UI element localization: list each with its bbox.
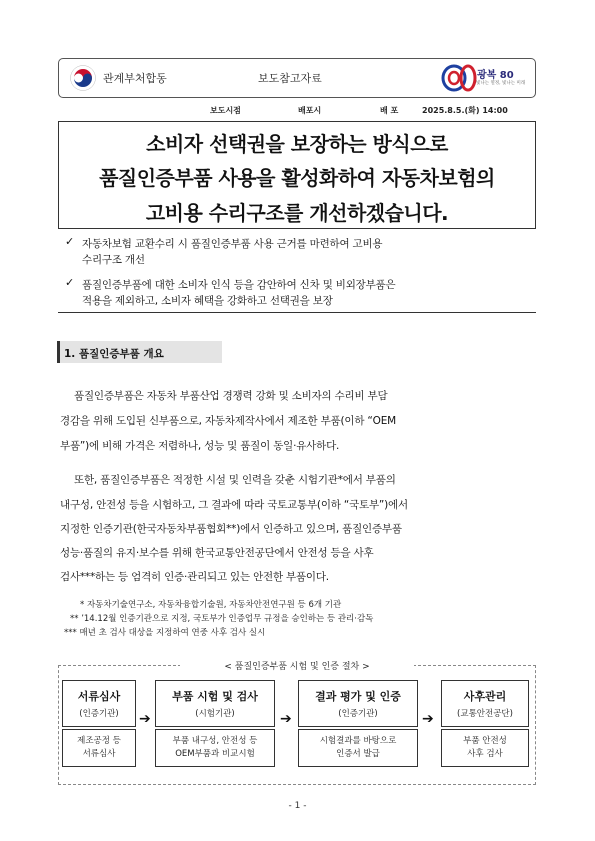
- government-emblem-icon: [70, 65, 96, 91]
- arrow-right-icon: ➔: [139, 711, 151, 727]
- step-1-desc-line-1: 제조공정 등: [77, 736, 121, 746]
- step-3-desc-line-2: 인증서 발급: [336, 749, 380, 759]
- para2-line-5: 검사***하는 등 엄격히 인증·관리되고 있는 안전한 부품이다.: [60, 571, 329, 583]
- step-3-name: 결과 평가 및 인증: [315, 690, 401, 703]
- step-2-header: [155, 680, 275, 727]
- step-2-org: (시험기관): [195, 709, 235, 719]
- step-2-name: 부품 시험 및 검사: [172, 690, 258, 703]
- para2-line-3: 지정한 인증기관(한국자동차부품협회**)에서 인증하고 있으며, 품질인증부품: [60, 523, 402, 535]
- footnote-3: *** 매년 초 검사 대상을 지정하여 연중 사후 검사 실시: [64, 628, 266, 638]
- org-name: 관계부처합동: [103, 72, 167, 85]
- step-4-desc-line-1: 부품 안전성: [463, 736, 507, 746]
- para1-line-2: 경감을 위해 도입된 신부품으로, 자동차제작사에서 제조한 부품(이하 “OEM: [60, 415, 396, 427]
- embargo-label: 보도시점: [210, 106, 241, 115]
- section-title: 1. 품질인증부품 개요: [64, 348, 164, 360]
- page-number: - 1 -: [288, 801, 307, 811]
- step-1-name: 서류심사: [77, 690, 121, 703]
- step-4-org: (교통안전공단): [457, 709, 513, 719]
- step-1-description: [62, 729, 136, 767]
- para2-line-1: 또한, 품질인증부품은 적정한 시설 및 인력을 갖춘 시험기관*에서 부품의: [74, 474, 396, 486]
- step-2-desc-line-1: 부품 내구성, 안전성 등: [172, 736, 258, 746]
- step-1-org: (인증기관): [79, 709, 119, 719]
- summary-2-line-2: 적용을 제외하고, 소비자 혜택을 강화하고 선택권을 보장: [82, 295, 333, 307]
- check-mark-icon: ✓: [65, 235, 75, 248]
- doc-type: 보도참고자료: [258, 72, 322, 85]
- step-4-description: [441, 729, 529, 767]
- summary-1-line-1: 자동차보험 교환수리 시 품질인증부품 사용 근거를 마련하여 고비용: [82, 238, 383, 250]
- step-2-description: [155, 729, 275, 767]
- para2-line-4: 성능·품질의 유지·보수를 위해 한국교통안전공단에서 안전성 등을 사후: [60, 547, 374, 559]
- arrow-right-icon: ➔: [280, 711, 292, 727]
- title-line-2: 품질인증부품 사용을 활성화하여 자동차보험의: [99, 166, 495, 190]
- title-line-3: 고비용 수리구조를 개선하겠습니다.: [145, 201, 449, 225]
- logo-subtext: 빛나는 열정, 빛나는 미래: [476, 81, 526, 86]
- procedure-title: < 품질인증부품 시험 및 인증 절차 >: [180, 659, 414, 672]
- step-3-org: (인증기관): [338, 709, 378, 719]
- step-3-description: [298, 729, 418, 767]
- liberation-80-logo-icon: [440, 62, 478, 94]
- check-mark-icon: ✓: [65, 276, 75, 289]
- para2-line-2: 내구성, 안전성 등을 시험하고, 그 결과에 따라 국토교통부(이하 “국토부”)에서: [60, 499, 408, 511]
- summary-2-line-1: 품질인증부품에 대한 소비자 인식 등을 감안하여 신차 및 비외장부품은: [82, 279, 396, 291]
- step-1-desc-line-2: 서류심사: [82, 749, 116, 759]
- dist-label: 배 포: [380, 106, 399, 115]
- para1-line-3: 부품”)에 비해 가격은 저렴하나, 성능 및 품질이 동일·유사하다.: [60, 440, 340, 452]
- step-1-header: [62, 680, 136, 727]
- release-label: 배포시: [298, 106, 322, 115]
- logo-text: 광복 80: [477, 70, 514, 81]
- title-line-1: 소비자 선택권을 보장하는 방식으로: [146, 132, 448, 156]
- step-4-desc-line-2: 사후 검사: [467, 749, 503, 759]
- step-3-desc-line-1: 시험결과를 바탕으로: [319, 736, 397, 746]
- dist-date: 2025.8.5.(화) 14:00: [422, 106, 508, 115]
- step-3-header: [298, 680, 418, 727]
- footnote-2: ** ’14.12월 인증기관으로 지정, 국토부가 인증업무 규정을 승인하는 등 관리·감독: [70, 614, 374, 624]
- step-2-desc-line-2: OEM부품과 비교시험: [175, 749, 255, 759]
- step-4-header: [441, 680, 529, 727]
- summary-divider: [58, 312, 536, 313]
- arrow-right-icon: ➔: [422, 711, 434, 727]
- step-4-name: 사후관리: [463, 690, 507, 703]
- footnote-1: * 자동차기술연구소, 자동차융합기술원, 자동차안전연구원 등 6개 기관: [80, 600, 342, 610]
- para1-line-1: 품질인증부품은 자동차 부품산업 경쟁력 강화 및 소비자의 수리비 부담: [74, 390, 388, 402]
- summary-1-line-2: 수리구조 개선: [82, 254, 145, 266]
